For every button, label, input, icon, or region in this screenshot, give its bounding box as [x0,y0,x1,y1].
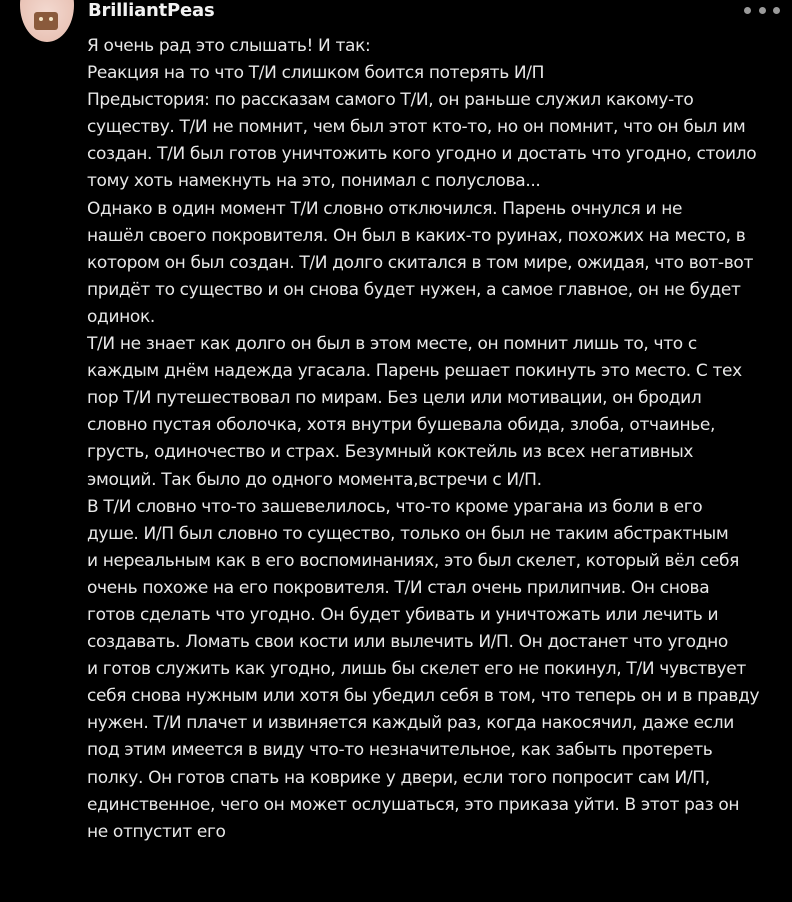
comment-line: нашёл своего покровителя. Он был в каких-то руинах, похожих на место, в [87,225,746,246]
comment-line: готов сделать что угодно. Он будет убивать и уничтожать или лечить и [87,604,719,625]
comment-line: одинок. [87,306,155,327]
more-horizontal-icon-dot [759,7,766,14]
comment-line: и нереальным как в его воспоминаниях, это был скелет, который вёл себя [87,550,739,571]
comment-line: Реакция на то что Т/И слишком боится потерять И/П [87,63,545,84]
more-options-button[interactable] [744,2,780,18]
comment-line: очень похоже на его покровителя. Т/И стал очень прилипчив. Он снова [87,577,710,598]
comment-line: котором он был создан. Т/И долго скитался в том мире, ожидая, что вот-вот [87,252,754,273]
comment-line: эмоций. Так было до одного момента,встречи с И/П. [87,469,542,490]
more-horizontal-icon [744,7,751,14]
comment-line: создан. Т/И был готов уничтожить кого угодно и достать что угодно, стоило [87,144,757,165]
comment-line: и готов служить как угодно, лишь бы скелет его не покинул, Т/И чувствует [87,659,746,680]
username[interactable]: BrilliantPeas [88,0,215,21]
comment-line: тому хоть намекнуть на это, понимал с полуслова... [87,171,541,192]
comment-body [87,33,773,846]
more-horizontal-icon-dot [773,7,780,14]
avatar-character-icon [34,12,58,30]
comment-line: душе. И/П был словно то существо, только он был не таким абстрактным [87,523,729,544]
comment-line: единственное, чего он может ослушаться, это приказа уйти. В этот раз он [87,794,740,815]
comment-line: каждым днём надежда угасала. Парень решает покинуть это место. С тех [87,361,742,382]
comment-line: существу. Т/И не помнит, чем был этот кто-то, но он помнит, что он был им [87,117,746,138]
comment-line: словно пустая оболочка, хотя внутри бушевала обида, злоба, отчаиньe, [87,415,716,436]
comment-line: пор Т/И путешествовал по мирам. Без цели или мотивации, он бродил [87,388,702,409]
comment-line: создавать. Ломать свои кости или вылечить И/П. Он достанет что угодно [87,632,728,653]
comment-line: нужен. Т/И плачет и извиняется каждый раз, когда накосячил, даже если [87,713,734,734]
comment-line: Я очень рад это слышать! И так: [87,36,371,56]
comment-line: не отпустит его [87,821,226,842]
comment-line: Однако в один момент Т/И словно отключился. Парень очнулся и не [87,198,683,219]
comment-line: Предыстория: по рассказам самого Т/И, он раньше служил какому-то [87,90,694,111]
comment-line: полку. Он готов спать на коврике у двери, если того попросит сам И/П, [87,767,710,788]
comment-line: Т/И не знает как долго он был в этом месте, он помнит лишь то, что с [87,334,697,355]
comment-line: В Т/И словно что-то зашевелилось, что-то кроме урагана из боли в его [87,496,703,517]
comment-line: придёт то существо и он снова будет нужен, а самое главное, он не будет [87,279,741,300]
comment-line: себя снова нужным или хотя бы убедил себя в том, что теперь он и в правду [87,686,760,707]
user-avatar[interactable] [20,0,74,42]
comment-line: грусть, одиночество и страх. Безумный коктейль из всех негативных [87,442,694,463]
comment-line: под этим имеется в виду что-то незначительное, как забыть протереть [87,740,713,761]
